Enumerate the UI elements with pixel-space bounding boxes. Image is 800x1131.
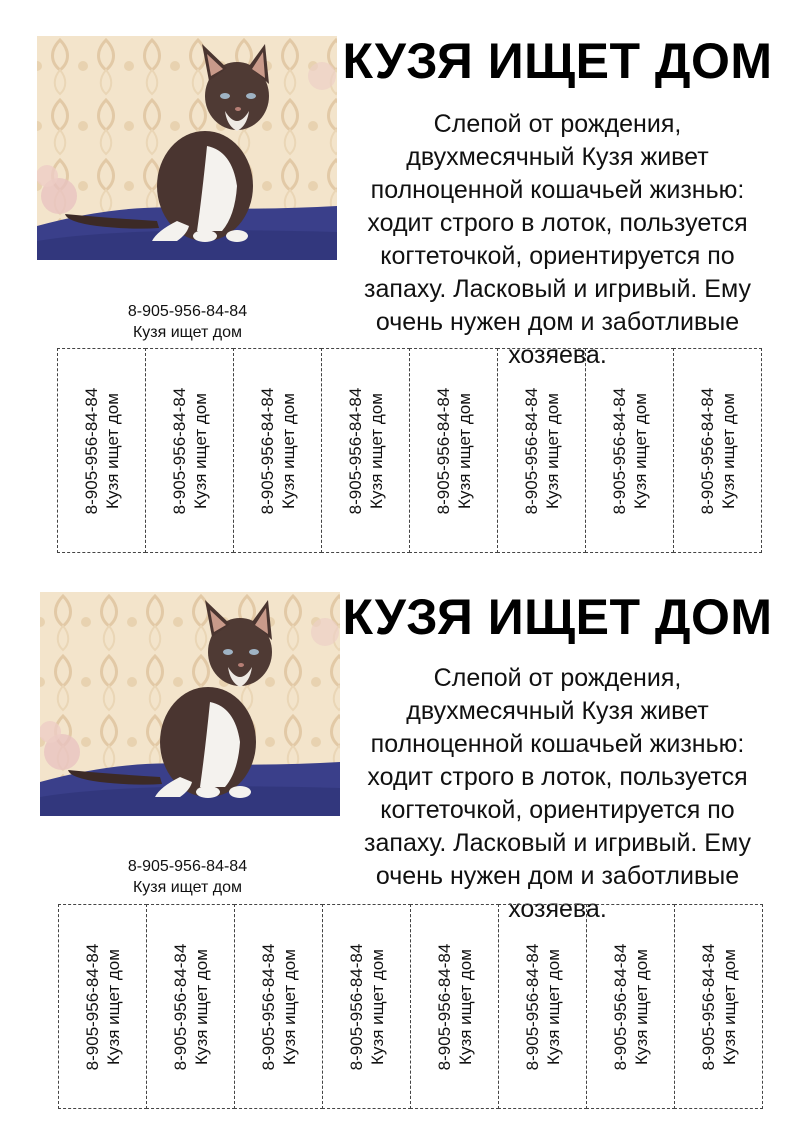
description-line: хозяева. bbox=[508, 341, 607, 369]
tab-caption: Кузя ищет дом bbox=[366, 392, 386, 509]
tab-phone: 8-905-956-84-84 bbox=[433, 387, 453, 514]
tab-text bbox=[434, 943, 476, 1070]
tab-caption: Кузя ищет дом bbox=[191, 948, 211, 1065]
description-line: запаху. Ласковый и игривый. Ему bbox=[364, 275, 751, 303]
tab-caption: Кузя ищет дом bbox=[278, 392, 298, 509]
tab-phone: 8-905-956-84-84 bbox=[698, 943, 718, 1070]
description-line: очень нужен дом и заботливые bbox=[375, 862, 740, 890]
tab-phone: 8-905-956-84-84 bbox=[82, 943, 102, 1070]
tab-text bbox=[698, 943, 740, 1070]
tab-phone: 8-905-956-84-84 bbox=[169, 387, 189, 514]
description-line: очень нужен дом и заботливые bbox=[375, 308, 740, 336]
tab-phone: 8-905-956-84-84 bbox=[522, 943, 542, 1070]
tab-text bbox=[522, 943, 564, 1070]
tear-off-tab[interactable] bbox=[410, 904, 499, 1109]
description-line: двухмесячный Кузя живет bbox=[406, 143, 709, 171]
tab-caption: Кузя ищет дом bbox=[103, 948, 123, 1065]
kitten-photo-frame bbox=[40, 592, 340, 816]
tab-phone: 8-905-956-84-84 bbox=[81, 387, 101, 514]
phone-number: 8-905-956-84-84 bbox=[127, 858, 248, 875]
tab-caption: Кузя ищет дом bbox=[543, 948, 563, 1065]
flyer-title: КУЗЯ ИЩЕТ ДОМ bbox=[342, 589, 773, 645]
tab-caption: Кузя ищет дом bbox=[190, 392, 210, 509]
description-line: запаху. Ласковый и игривый. Ему bbox=[364, 829, 751, 857]
tear-off-tab[interactable] bbox=[58, 904, 147, 1109]
tab-caption: Кузя ищет дом bbox=[454, 392, 474, 509]
tear-off-tab[interactable] bbox=[234, 904, 323, 1109]
description-line: хозяева. bbox=[508, 895, 607, 923]
tab-caption: Кузя ищет дом bbox=[455, 948, 475, 1065]
contact-caption: Кузя ищет дом bbox=[132, 324, 243, 341]
tab-phone: 8-905-956-84-84 bbox=[521, 387, 541, 514]
description-line: когтеточкой, ориентируется по bbox=[380, 796, 735, 824]
tab-text bbox=[258, 943, 300, 1070]
tab-text bbox=[610, 943, 652, 1070]
description-line: двухмесячный Кузя живет bbox=[406, 697, 709, 725]
tab-caption: Кузя ищет дом bbox=[719, 948, 739, 1065]
tab-phone: 8-905-956-84-84 bbox=[258, 943, 278, 1070]
tab-phone: 8-905-956-84-84 bbox=[610, 943, 630, 1070]
description-line: Слепой от рождения, bbox=[433, 664, 682, 692]
tear-off-tab[interactable] bbox=[586, 904, 675, 1109]
contact-block bbox=[100, 856, 275, 898]
tab-phone: 8-905-956-84-84 bbox=[170, 943, 190, 1070]
tab-caption: Кузя ищет дом bbox=[367, 948, 387, 1065]
tab-caption: Кузя ищет дом bbox=[542, 392, 562, 509]
tear-off-tab[interactable] bbox=[674, 904, 763, 1109]
tab-phone: 8-905-956-84-84 bbox=[434, 943, 454, 1070]
phone-number: 8-905-956-84-84 bbox=[127, 303, 248, 320]
tear-off-tabs bbox=[58, 904, 762, 1109]
description-line: когтеточкой, ориентируется по bbox=[380, 242, 735, 270]
description-line: ходит строго в лоток, пользуется bbox=[367, 763, 748, 791]
tab-caption: Кузя ищет дом bbox=[279, 948, 299, 1065]
tab-phone: 8-905-956-84-84 bbox=[346, 943, 366, 1070]
tear-off-tab[interactable] bbox=[498, 904, 587, 1109]
description-line: полноценной кошачьей жизнью: bbox=[370, 176, 745, 204]
kitten-photo bbox=[40, 592, 340, 816]
tab-text bbox=[170, 943, 212, 1070]
description-line: Слепой от рождения, bbox=[433, 110, 682, 138]
tab-caption: Кузя ищет дом bbox=[630, 392, 650, 509]
tab-phone: 8-905-956-84-84 bbox=[257, 387, 277, 514]
tab-phone: 8-905-956-84-84 bbox=[697, 387, 717, 514]
description-line: ходит строго в лоток, пользуется bbox=[367, 209, 748, 237]
tab-caption: Кузя ищет дом bbox=[631, 948, 651, 1065]
contact-caption: Кузя ищет дом bbox=[132, 879, 243, 896]
flyer-title: КУЗЯ ИЩЕТ ДОМ bbox=[342, 33, 773, 89]
tab-caption: Кузя ищет дом bbox=[718, 392, 738, 509]
tear-off-tab[interactable] bbox=[146, 904, 235, 1109]
description-line: полноценной кошачьей жизнью: bbox=[370, 730, 745, 758]
tab-caption: Кузя ищет дом bbox=[102, 392, 122, 509]
tab-text bbox=[82, 943, 124, 1070]
tab-phone: 8-905-956-84-84 bbox=[609, 387, 629, 514]
tear-off-tab[interactable] bbox=[322, 904, 411, 1109]
tab-phone: 8-905-956-84-84 bbox=[345, 387, 365, 514]
flyer-description bbox=[340, 662, 775, 926]
tab-text bbox=[346, 943, 388, 1070]
